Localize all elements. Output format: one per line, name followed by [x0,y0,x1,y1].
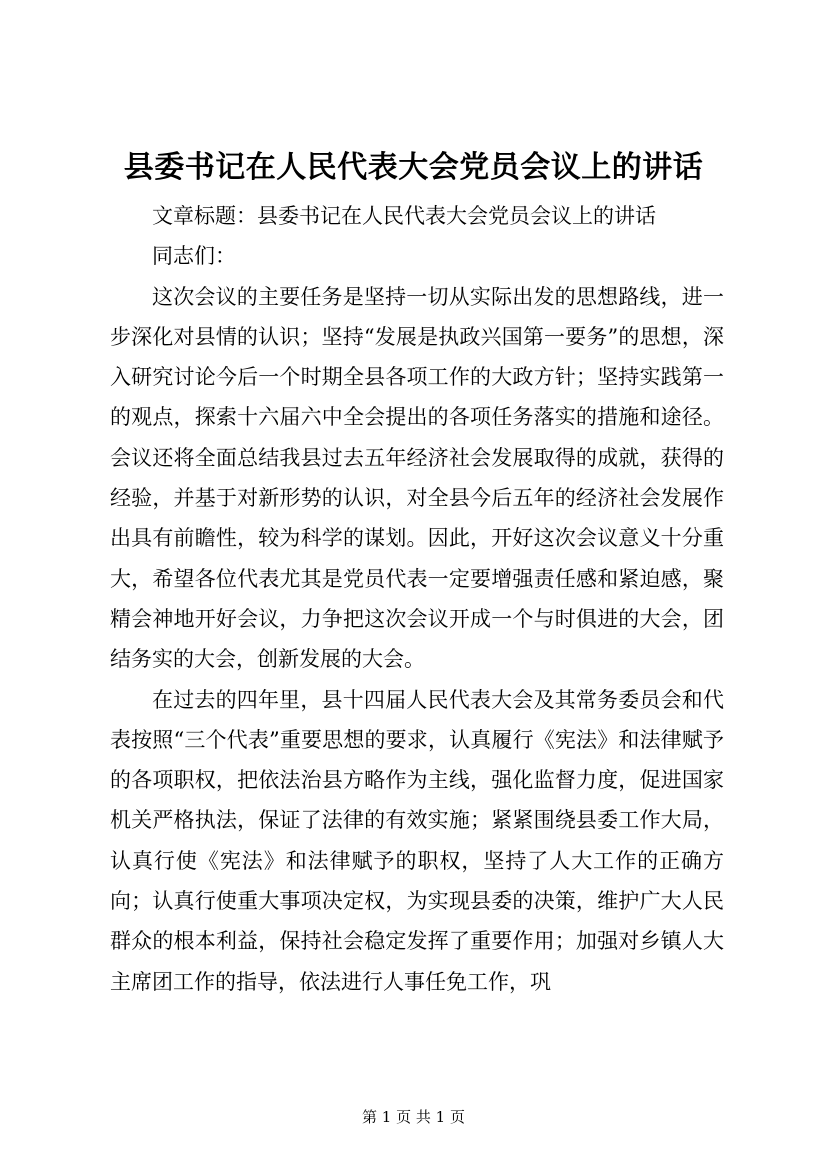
body-paragraph: 在过去的四年里，县十四届人民代表大会及其常务委员会和代表按照“三个代表”重要思想的要求，认真履行《宪法》和法律赋予的各项职权，把依法治县方略作为主线，强化监督力度，促进国家机关严格执法，保证了法律的有效实施；紧紧围绕县委工作大局，认真行使《宪法》和法律赋予的职权，坚持了人大工作的正确方向；认真行使重大事项决定权，为实现县委的决策，维护广大人民群众的根本利益，保持社会稳定发挥了重要作用；加强对乡镇人大主席团工作的指导，依法进行人事任免工作，巩 [110,687,724,994]
salutation: 同志们： [152,244,236,269]
page-number: 第 1 页 共 1 页 [362,1108,465,1126]
article-title-line: 文章标题：县委书记在人民代表大会党员会议上的讲话 [152,204,656,228]
document-body [110,196,724,1002]
document-title: 县委书记在人民代表大会党员会议上的讲话 [123,150,704,185]
body-paragraph: 这次会议的主要任务是坚持一切从实际出发的思想路线，进一步深化对县情的认识；坚持“发展是执政兴国第一要务”的思想，深入研究讨论今后一个时期全县各项工作的大政方针；坚持实践第一的观点，探索十六届六中全会提出的各项任务落实的措施和途径。会议还将全面总结我县过去五年经济社会发展取得的成就，获得的经验，并基于对新形势的认识，对全县今后五年的经济社会发展作出具有前瞻性，较为科学的谋划。因此，开好这次会议意义十分重大，希望各位代表尤其是党员代表一定要增强责任感和紧迫感，聚精会神地开好会议，力争把这次会议开成一个与时俱进的大会，团结务实的大会，创新发展的大会。 [110,284,724,672]
